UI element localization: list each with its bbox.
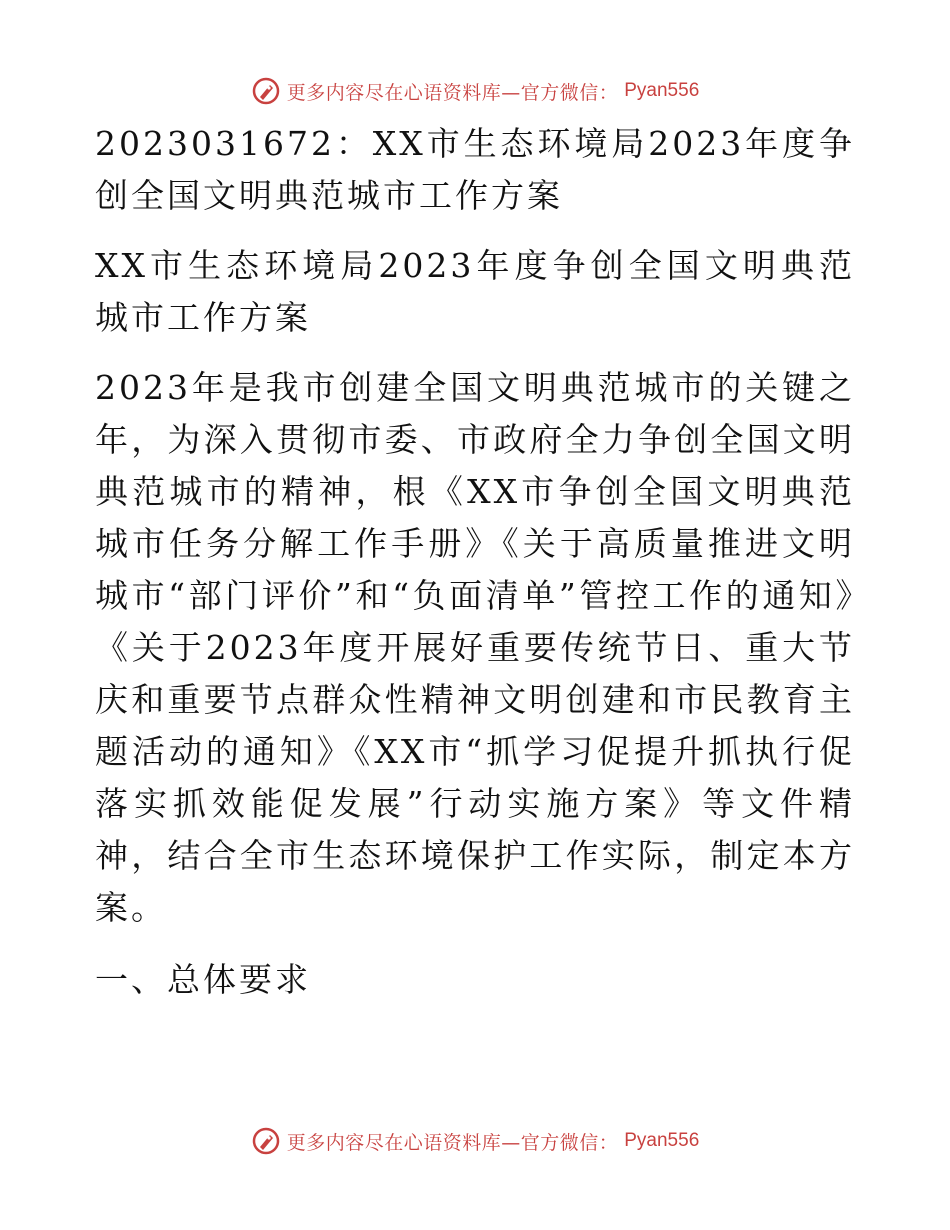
pen-nib-logo-icon [251, 1126, 281, 1156]
watermark-text: 更多内容尽在心语资料库—官方微信： [286, 1131, 619, 1154]
pen-nib-logo-icon [251, 76, 281, 106]
watermark-handle: Pyan556 [624, 1130, 700, 1151]
intro-paragraph: 2023年是我市创建全国文明典范城市的关键之年，为深入贯彻市委、市政府全力争创全国文明典范城市的精神，根《XX市争创全国文明典范城市任务分解工作手册》《关于高质量推进文明城市“部门评价”和“负面清单”管控工作的通知》《关于2023年度开展好重要传统节日、重大节庆和重要节点群众性精神文明创建和市民教育主题活动的通知》《XX市“抓学习促提升抓执行促落实抓效能促发展”行动实施方案》等文件精神，结合全市生态环境保护工作实际，制定本方案。 [95, 368, 855, 927]
document-title: 2023031672：XX市生态环境局2023年度争创全国文明典范城市工作方案 [95, 124, 855, 215]
section-heading: 一、总体要求 [95, 960, 311, 999]
document-subtitle: XX市生态环境局2023年度争创全国文明典范城市工作方案 [95, 246, 855, 337]
footer-watermark [0, 1121, 950, 1161]
watermark-text: 更多内容尽在心语资料库—官方微信： [286, 81, 619, 104]
watermark-handle: Pyan556 [624, 80, 700, 101]
header-watermark [0, 71, 950, 111]
document-body [95, 118, 855, 1006]
